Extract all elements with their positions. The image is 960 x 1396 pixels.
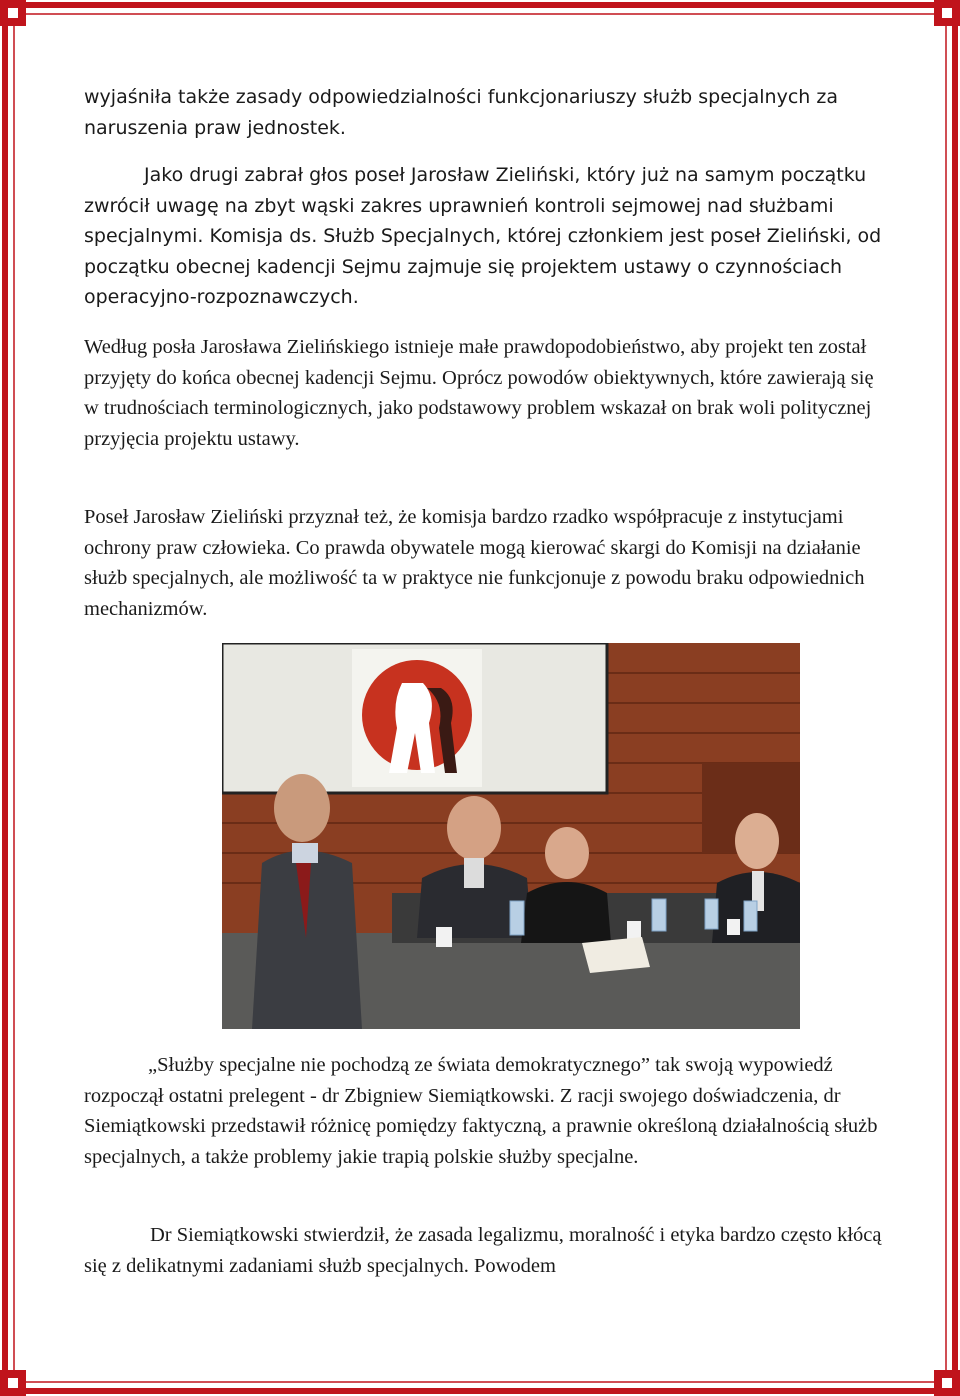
paragraph-3: Według posła Jarosława Zielińskiego istnieje małe prawdopodobieństwo, aby projekt ten został przyjęty do końca obecnej kadencji Sejmu. Oprócz powodów obiektywnych, które zawierają się w trudnościach terminologicznych, jako podstawowy problem wskazał on brak woli politycznej przyjęcia projektu ustawy. — [84, 336, 874, 450]
paragraph-6: Dr Siemiątkowski stwierdził, że zasada legalizmu, moralność i etyka bardzo często kłócą się z delikatnymi zadaniami służb specjalnych. Powodem — [84, 1224, 882, 1277]
conference-photo — [222, 643, 800, 1029]
paragraph-4: Poseł Jarosław Zieliński przyznał też, że komisja bardzo rzadko współpracuje z instytucjami ochrony praw człowieka. Co prawda obywatele mogą kierować skargi do Komisji na działanie służb specjalnych, ale możliwość ta w praktyce nie funkcjonuje z powodu braku odpowiednich mechanizmów. — [84, 506, 865, 620]
paragraph-1: wyjaśniła także zasady odpowiedzialności funkcjonariuszy służb specjalnych za naruszenia praw jednostek. — [84, 86, 838, 139]
paragraph-5: „Służby specjalne nie pochodzą ze świata demokratycznego” tak swoją wypowiedź rozpoczął ostatni prelegent - dr Zbigniew Siemiątkowski. Z racji swojego doświadczenia, dr Siemiątkowski przedstawił różnicę pomiędzy faktyczną, a prawnie określoną działalnością służb specjalnych, a także problemy jakie trapią polskie służby specjalne. — [84, 1054, 878, 1168]
paragraph-2: Jako drugi zabrał głos poseł Jarosław Zieliński, który już na samym początku zwrócił uwagę na zbyt wąski zakres uprawnień kontroli sejmowej nad służbami specjalnymi. Komisja ds. Służb Specjalnych, której członkiem jest poseł Zieliński, od początku obecnej kadencji Sejmu zajmuje się projektem ustawy o czynnościach operacyjno-rozpoznawczych. — [84, 164, 882, 308]
